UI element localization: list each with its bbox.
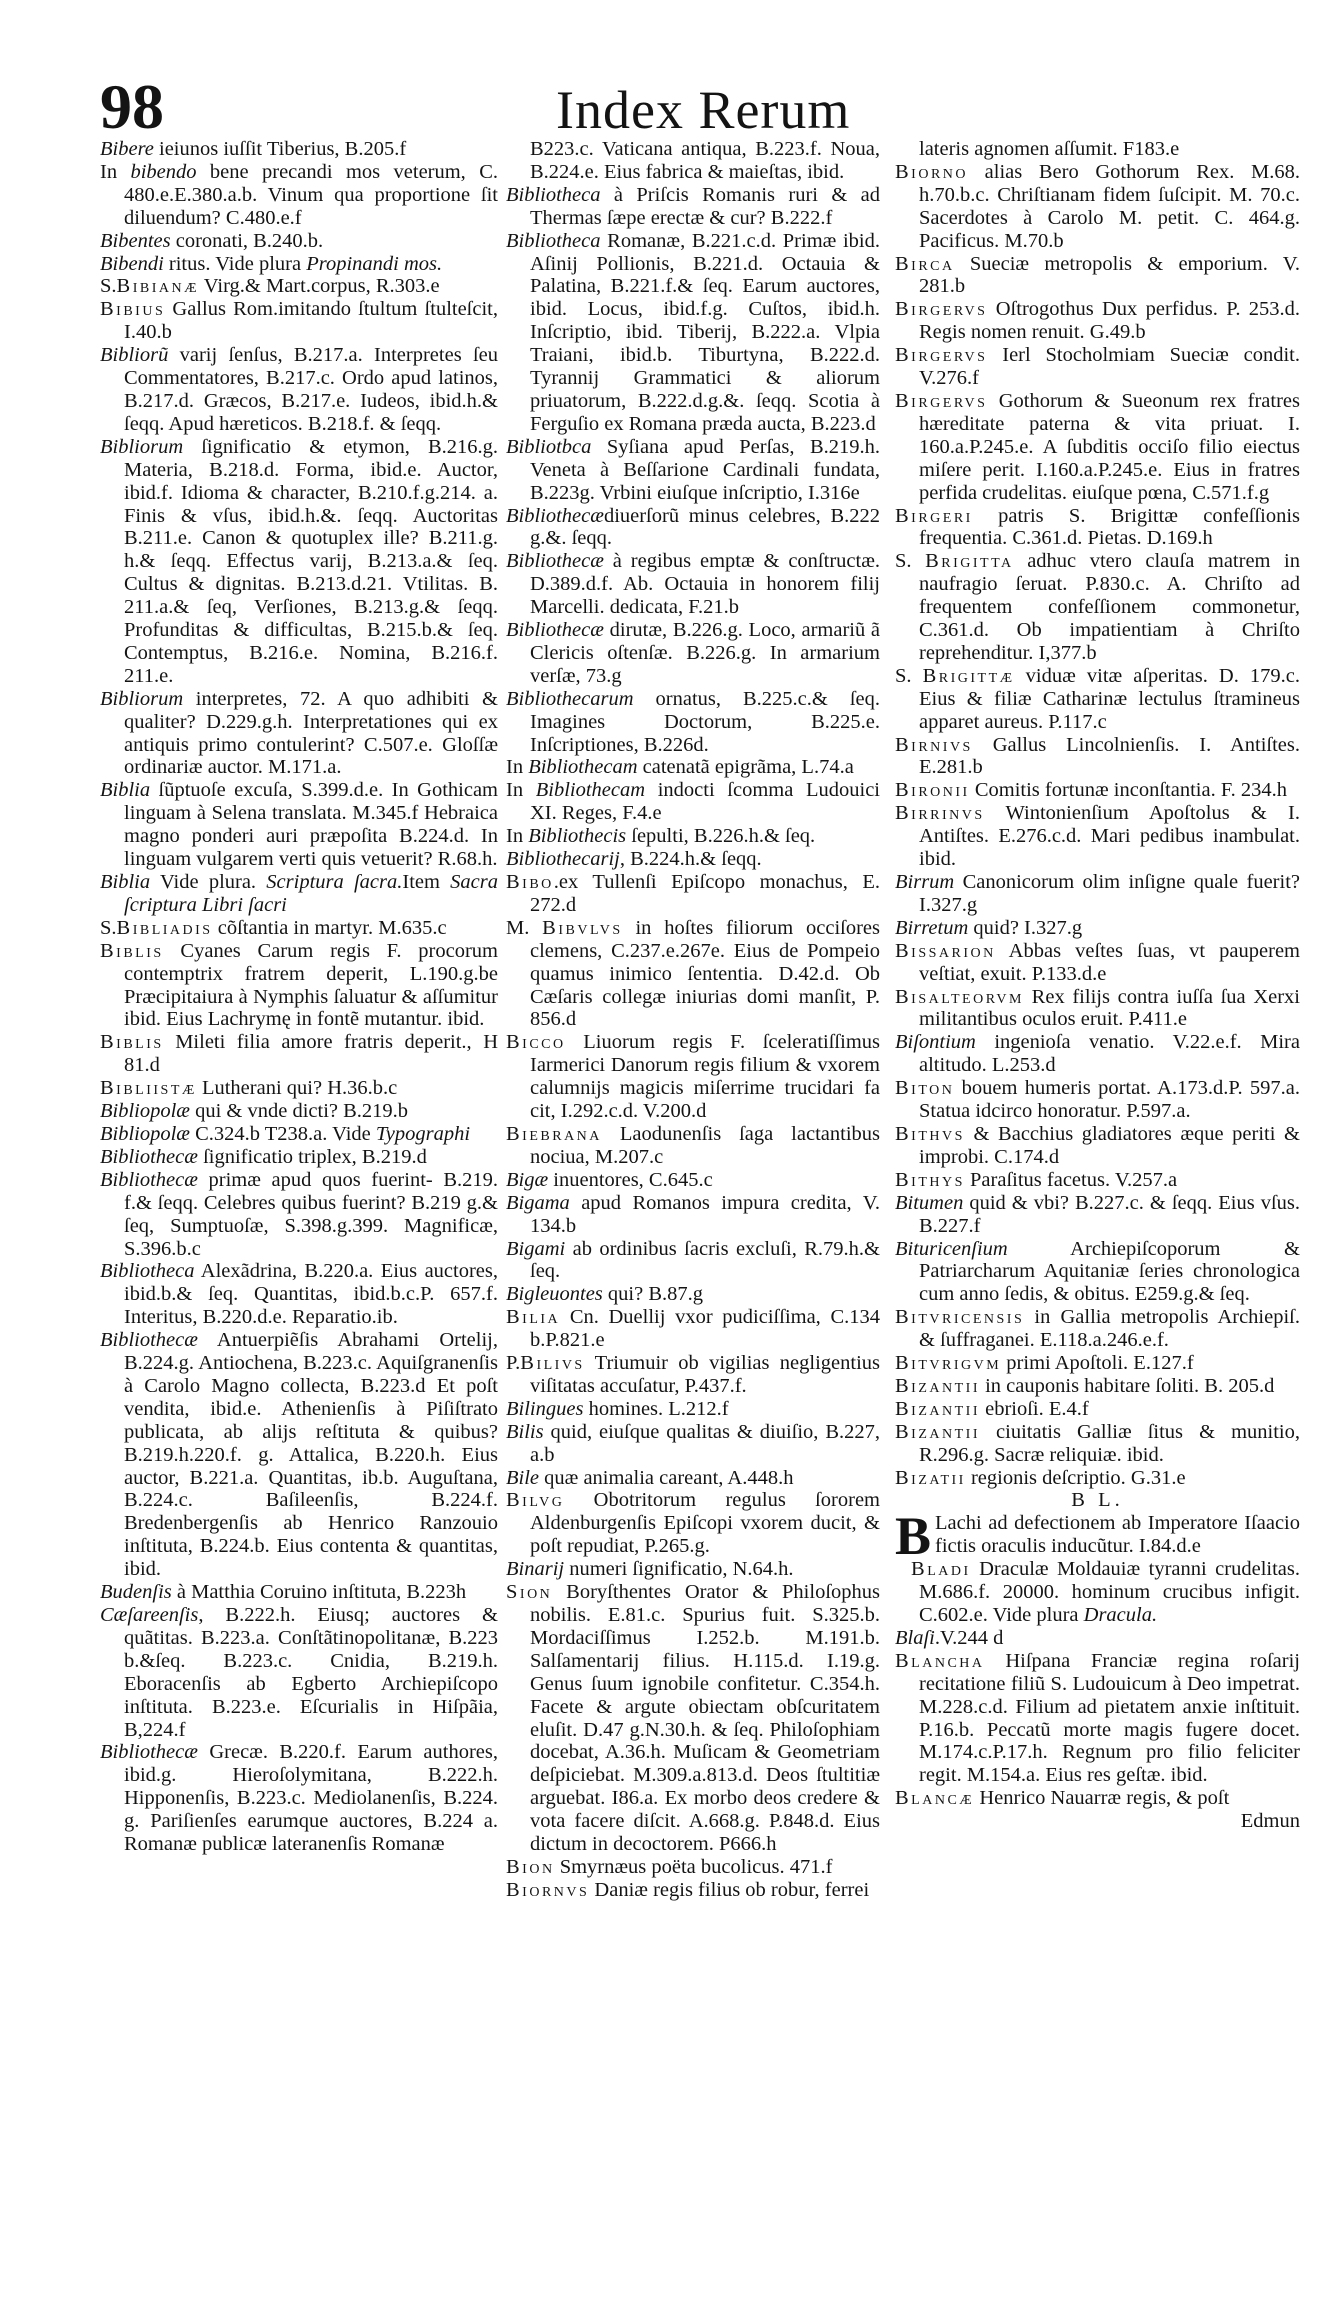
entry-text: in Gallia metropolis Archiepiſ. & ſuffraganei. E.118.a.246.e.f. <box>919 1306 1300 1352</box>
entry-text: Vide plura. <box>150 871 267 893</box>
index-entry <box>895 940 1300 986</box>
entry-headword: Birrum <box>895 871 955 893</box>
entry-headword: Bilingues <box>506 1397 584 1420</box>
index-entry <box>895 1421 1300 1467</box>
entry-text: cõſtantia in martyr. M.635.c <box>212 916 447 939</box>
entry-text: ritus. Vide plura <box>163 252 307 275</box>
entry-text: Obotritorum regulus ſororem Aldenburgenſis Epiſcopi vxorem ducit, & poſt repudiat, P.265.g. <box>530 1489 880 1558</box>
entry-text: Wintonienſium Apoſtolus & I. Antiſtes. E.276.c.d. Mari pedibus inambulat. ibid. <box>919 802 1300 871</box>
entry-text: adhuc vtero clauſa matrem in naufragio ſeruat. P.830.c. A. Chriſto ad frequentem confeſſionem commonetur, C.361.d. Ob impatientiam à Chriſto reprehenditur. I,377.b <box>919 550 1300 664</box>
entry-text: Draculæ Moldauiæ tyranni crudelitas. M.686.f. 20000. hominum crucibus infigit. C.602.e. Vide plura <box>919 1558 1300 1626</box>
entry-text: dirutæ, B.226.g. Loco, armariũ ã Clericis oſtenſæ. B.226.g. In armarium verſæ, 73.g <box>530 619 880 687</box>
entry-headword: Birgeri <box>895 504 973 527</box>
entry-headword: Bilis <box>506 1420 544 1443</box>
entry-headword: Bituricenſium <box>895 1237 1008 1260</box>
entry-headword: Bibendi <box>100 252 164 275</box>
index-entry <box>506 779 880 825</box>
entry-headword: Bibliothecam <box>528 756 638 779</box>
entry-headword: Bibvlvs <box>542 916 623 939</box>
entry-prefix: M. <box>506 916 543 939</box>
index-entry <box>100 871 498 917</box>
entry-headword: Bigami <box>506 1237 566 1260</box>
index-entry <box>895 986 1300 1032</box>
index-entry <box>895 253 1300 299</box>
entry-headword: Bibliorũ <box>100 344 169 367</box>
entry-text: viduæ vitæ aſperitas. D. 179.c. Eius & filiæ Catharinæ lectulus ſtramineus apparet aureus. P.117.c <box>919 664 1300 733</box>
index-entry <box>895 1650 1300 1787</box>
index-entry <box>506 825 880 848</box>
entry-headword: Bile <box>506 1466 540 1489</box>
entry-text: Antuerpiẽſis Abrahami Ortelij, B.224.g. Antiochena, B.223.c. Aquiſgranenſis à Carolo Magno collecta, B.223.d Et poſt vendita, ibid.e. Athenienſis à Piſiſtrato publicata, ab alijs reſtituta & quibus? B.219.h.220.f. g. Attalica, B.220.h. Eius auctor, B.221.a. Quantitas, ib.b. Auguſtana, B.224.c. Baſileenſis, B.224.f. Bredenbergenſis ab Henrico Ranzouio inſtituta, B.224.b. Eius contenta & quantitas, ibid. <box>124 1329 498 1581</box>
entry-headword: Bibliotheca <box>506 183 601 206</box>
entry-headword: Bibianæ <box>116 275 200 298</box>
entry-headword: Bitumen <box>895 1191 964 1214</box>
entry-headword: Bigama <box>506 1191 570 1214</box>
index-entry <box>100 1581 498 1604</box>
index-entry <box>895 802 1300 871</box>
entry-text: interpretes, 72. A quo adhibiti & qualiter? D.229.g.h. Interpretationes qui ex antiquis primo contulerint? C.507.e. Gloſſæ ordinariæ auctor. M.171.a. <box>124 687 498 779</box>
entry-text: à regibus emptæ & conſtructæ. D.389.d.f. Ab. Octauia in honorem filij Marcelli. dedicata, F.21.b <box>530 550 880 619</box>
index-entry <box>895 1238 1300 1307</box>
entry-text: Cyanes Carum regis F. procorum contemptrix fratrem deperit, L.190.g.be Præcipitaiura à Nymphis ſaluatur & aſſumitur ibid. Eius Lachrymę in fontẽ mutantur. ibid. <box>124 939 498 1031</box>
index-entry <box>895 1169 1300 1192</box>
index-entry <box>895 390 1300 505</box>
entry-headword: Bizatii <box>895 1466 966 1489</box>
entry-headword: Biton <box>895 1077 955 1100</box>
entry-text: numeri ſignificatio, N.64.h. <box>564 1558 794 1581</box>
entry-text: Gallus Rom.imitando ſtultum ſtulteſcit, I.40.b <box>124 298 498 344</box>
entry-text: Canonicorum olim inſigne quale fuerit? I.327.g <box>919 871 1300 916</box>
entry-text: coronati, B.240.b. <box>170 229 324 252</box>
entry-headword: Bibliothecam <box>535 779 646 802</box>
index-entry <box>100 688 498 780</box>
entry-text: Grecæ. B.220.f. Earum authores, ibid.g. Hieroſolymitana, B.222.h. Hipponenſis, B.223.c. Mediolanenſis, B.224. g. Pariſienſes earumque auctores, B.224 a. Romanæ publicæ lateranenſis Romanæ <box>124 1741 498 1856</box>
entry-headword: Bibliistæ <box>100 1077 197 1100</box>
entry-crossref: Dracula. <box>1083 1604 1158 1626</box>
index-entry <box>895 665 1300 734</box>
entry-headword: Biblis <box>100 1031 164 1054</box>
entry-text: Daniæ regis filius ob robur, ferrei <box>589 1878 870 1901</box>
entry-headword: Bigleuontes <box>506 1283 603 1306</box>
entry-prefix: In <box>506 779 536 802</box>
entry-prefix: In <box>506 825 529 848</box>
entry-headword: Bibo <box>506 871 554 893</box>
entry-headword: Biblia <box>100 779 151 802</box>
index-entry <box>895 1077 1300 1123</box>
entry-text: Archiepiſcoporum & Patriarcharum Aquitaniæ ſeries chronologica cum anno ſedis, & obitus. E259.g.& ſeq. <box>919 1237 1300 1306</box>
entry-text: ſignificatio & etymon, B.216.g. Materia, B.218.d. Forma, ibid.e. Auctor, ibid.f. Idioma & character, B.210.f.g.214. a. Finis & vſus, ibid.h.&. ſeqq. Auctoritas B.211.e. Canon & quotuplex ille? B.211.g. h.& ſeqq. Effectus varij, B.213.a.& ſeq. Cultus & dignitas. B.213.d.21. Vtilitas. B. 211.a.& ſeq, Verſiones, B.213.g.& ſeqq. Profunditas & difficultas, B.215.b.& ſeq. Contemptus, B.216.e. Nomina, B.216.f. 211.e. <box>124 435 498 687</box>
entry-headword: Bilivs <box>520 1352 585 1375</box>
entry-headword: Birca <box>895 252 955 275</box>
index-entry <box>895 298 1300 344</box>
index-entry <box>100 940 498 1032</box>
entry-headword: Bibliothecæ <box>100 1741 198 1764</box>
entry-prefix: S. <box>895 664 923 687</box>
entry-headword: Bibliothecarij <box>506 848 620 871</box>
index-column-3 <box>895 138 1300 1833</box>
entry-text: Smyrnæus poëta bucolicus. 471.f <box>554 1855 833 1878</box>
index-entry <box>100 1604 498 1741</box>
entry-text: Oſtrogothus Dux perfidus. P. 253.d. Regis nomen renuit. G.49.b <box>919 298 1300 344</box>
index-entry <box>895 1306 1300 1352</box>
entry-headword: Bibliopolæ <box>100 1122 190 1145</box>
entry-text: Cn. Duellij vxor pudiciſſima, C.134 b.P.821.e <box>530 1306 880 1352</box>
entry-crossref: Scriptura ſacra. <box>266 871 403 893</box>
entry-headword: Bironii <box>895 779 970 802</box>
entry-text: Item <box>402 871 451 893</box>
entry-headword: Bithvs <box>895 1122 965 1145</box>
section-heading: B L. <box>1071 1489 1124 1512</box>
entry-text: Abbas veſtes ſuas, vt pauperem veſtiat, exuit. P.133.d.e <box>919 939 1300 985</box>
entry-text: ornatus, B.225.c.& ſeq. Imagines Doctorum, B.225.e. Inſcriptiones, B.226d. <box>530 687 880 756</box>
entry-headword: Bladi <box>911 1558 971 1581</box>
index-entry <box>895 550 1300 665</box>
entry-text: bouem humeris portat. A.173.d.P. 597.a. Statua idcirco honoratur. P.597.a. <box>919 1077 1300 1123</box>
index-entry <box>506 1581 880 1856</box>
entry-headword: Budenſis <box>100 1581 172 1604</box>
entry-text: primæ apud quos fuerint- B.219. f.& ſeqq. Celebres quibus fuerint? B.219 g.& ſeq, Sumptuoſæ, S.398.g.399. Magnificæ, S.396.b.c <box>124 1168 498 1260</box>
index-entry <box>895 734 1300 780</box>
entry-headword: Bibliothecæ <box>506 550 604 573</box>
index-entry <box>506 184 880 230</box>
index-entry <box>100 1146 498 1169</box>
index-entry <box>506 848 880 871</box>
entry-text: inuentores, C.645.c <box>548 1168 713 1191</box>
entry-text: Paraſitus facetus. V.257.a <box>964 1168 1178 1191</box>
entry-text: Rex filijs contra iuſſa ſua Xerxi militantibus oculos eruit. P.411.e <box>919 985 1300 1031</box>
index-entry <box>100 138 498 161</box>
entry-headword: Bibere <box>100 138 154 160</box>
entry-text: Gothorum & Sueonum rex fratres hæreditate paterna & vita priuat. I. 160.a.P.245.e. A ſubditis occiſo filio eiectus miſere perit. I.160.a.P.245.e. Eius in fratres perfida crudelitas. eiuſque pœna, C.571.f.g <box>919 389 1300 504</box>
index-entry <box>100 1123 498 1146</box>
entry-headword: Bibliotbca <box>506 435 592 458</box>
entry-text: lateris agnomen aſſumit. F183.e <box>919 138 1180 160</box>
index-entry <box>895 1031 1300 1077</box>
entry-prefix: S. <box>100 275 117 298</box>
index-entry <box>895 344 1300 390</box>
index-entry <box>506 1558 880 1581</box>
entry-text: ſũptuoſe excuſa, S.399.d.e. In Gothicam linguam à Selena translata. M.345.f Hebraica magno ponderi auri præpoſita B.224.d. In linguam vulgarem verti quis vetuerit? R.68.h. <box>124 779 498 871</box>
entry-text: Ierl Stocholmiam Sueciæ condit. V.276.f <box>919 344 1300 390</box>
index-entry <box>895 505 1300 551</box>
index-entry <box>100 917 498 940</box>
entry-headword: Bitvricensis <box>895 1306 1025 1329</box>
index-entry <box>895 1192 1300 1238</box>
entry-headword: Biblia <box>100 871 151 893</box>
entry-headword: Biornvs <box>506 1878 590 1901</box>
entry-text: Laodunenſis ſaga lactantibus nociua, M.207.c <box>530 1122 880 1168</box>
index-entry <box>506 619 880 688</box>
index-entry <box>100 161 498 230</box>
entry-prefix: In <box>100 160 131 183</box>
index-entry <box>100 1031 498 1077</box>
entry-text: B223.c. Vaticana antiqua, B.223.f. Noua, B.224.e. Eius fabrica & maieſtas, ibid. <box>530 138 880 183</box>
entry-text: ingenioſa venatio. V.22.e.f. Mira altitudo. L.253.d <box>919 1031 1300 1077</box>
entry-prefix: S. <box>895 550 926 573</box>
entry-headword: Blancæ <box>895 1787 975 1810</box>
entry-text: Liuorum regis F. ſceleratiſſimus Iarmerici Danorum regis filium & vxorem calumnijs magicis miſerrime trucidari fa cit, I.292.c.d. V.200.d <box>530 1031 880 1123</box>
index-entry <box>506 1467 880 1490</box>
drop-cap: B <box>895 1506 932 1567</box>
index-entry <box>100 436 498 688</box>
entry-crossref: Propinandi mos. <box>306 252 443 275</box>
entry-text: varij ſenſus, B.217.a. Interpretes ſeu Commentatores, B.217.c. Ordo apud latinos, B.217.d. Græcos, B.217.e. Iudeos, ibid.h.& ſeqq. Apud hæreticos. B.218.f. & ſeqq. <box>124 344 498 435</box>
entry-text: in hoſtes filiorum occiſores clemens, C.237.e.267e. Eius de Pompeio quamus inimico ſententia. D.42.d. Ob Cæſaris collegæ iniurias domi manſit, P. 856.d <box>530 916 880 1031</box>
entry-headword: Bissarion <box>895 939 996 962</box>
entry-crossref: Sacra ſcriptura Libri ſacri <box>124 871 498 916</box>
index-entry <box>506 230 880 436</box>
entry-text: indocti ſcomma Ludouici XI. Reges, F.4.e <box>530 779 880 825</box>
index-entry <box>895 1506 1300 1567</box>
entry-text: qui? B.87.g <box>602 1283 704 1306</box>
index-entry <box>506 1283 880 1306</box>
index-entry <box>506 436 880 505</box>
index-entry <box>895 161 1300 253</box>
entry-text: Boryſthentes Orator & Philoſophus nobilis. E.81.c. Spurius fuit. S.325.b. Mordaciſſimus I.252.b. M.191.b. Salſamentarij filius. H.115.d. I.19.g. Genus ſuum ignobile confitetur. C.354.h. Facete & argute obiectam obſcuritatem eluſit. D.47 g.N.30.h. & ſeq. Philoſophiam docebat, A.36.h. Muſicam & Geometriam deſpiciebat. M.309.a.813.d. Deos ſtultitiæ arguebat. I86.a. Ex morbo deos credere & vota facere diſcit. A.668.g. P.848.d. Eius dictum in decoctorem. P666.h <box>530 1581 880 1856</box>
entry-prefix: S. <box>100 916 117 939</box>
index-entry <box>100 275 498 298</box>
entry-headword: Bibliorum <box>100 435 184 458</box>
entry-headword: Birgervs <box>895 389 988 412</box>
entry-text: .V.244 d <box>934 1626 1004 1649</box>
index-entry <box>100 1329 498 1581</box>
entry-text: Comitis fortunæ inconſtantia. F. 234.h <box>969 779 1287 802</box>
index-entry <box>895 1627 1300 1650</box>
entry-text: Virg.& Mart.corpus, R.303.e <box>199 275 440 298</box>
index-entry <box>506 1879 880 1902</box>
index-entry <box>100 1260 498 1329</box>
entry-text: C.324.b T238.a. Vide <box>189 1122 376 1145</box>
entry-headword: Birnivs <box>895 733 973 756</box>
entry-headword: Birgervs <box>895 344 988 367</box>
index-entry <box>506 138 880 184</box>
index-entry <box>100 1741 498 1856</box>
entry-text: & Bacchius gladiatores æque periti & improbi. C.174.d <box>919 1122 1300 1168</box>
index-entry <box>506 1031 880 1123</box>
entry-headword: Birgervs <box>895 298 988 321</box>
entry-headword: Cæſareenſis <box>100 1604 199 1626</box>
index-entry <box>895 1787 1300 1810</box>
entry-headword: Bibliorum <box>100 687 184 710</box>
entry-headword: Bisalteorvm <box>895 985 1024 1008</box>
index-entry <box>895 871 1300 917</box>
index-entry <box>506 1421 880 1467</box>
entry-text: ebrioſi. E.4.f <box>979 1397 1089 1420</box>
entry-text: Alexãdrina, B.220.a. Eius auctores, ibid.b.& ſeq. Quantitas, ibid.b.c.P. 657.f. Interitus, B.220.d.e. Reparatio.ib. <box>124 1260 498 1329</box>
index-entry <box>506 1306 880 1352</box>
entry-headword: Biblis <box>100 939 164 962</box>
entry-text: homines. L.212.f <box>583 1397 729 1420</box>
entry-text: à Priſcis Romanis ruri & ad Thermas ſæpe erectæ & cur? B.222.f <box>530 183 880 229</box>
index-column-1 <box>100 138 498 1856</box>
index-entry <box>506 756 880 779</box>
entry-headword: Brigitta <box>925 550 1014 573</box>
index-entry <box>506 1352 880 1398</box>
entry-text: Henrico Nauarræ regis, & poſt <box>974 1787 1230 1810</box>
entry-text: quid & vbi? B.227.c. & ſeqq. Eius vſus. B.227.f <box>919 1191 1300 1237</box>
index-entry <box>895 1467 1300 1490</box>
index-entry <box>895 917 1300 940</box>
entry-text: ſepulti, B.226.h.& ſeq. <box>626 825 816 848</box>
entry-headword: Bibliothecæ <box>100 1329 198 1352</box>
entry-text: catenatã epigrãma, L.74.a <box>637 756 854 779</box>
entry-headword: Bilia <box>506 1306 561 1329</box>
entry-text: quid? I.327.g <box>968 916 1083 939</box>
index-entry <box>895 1375 1300 1398</box>
entry-text: Gallus Lincolnienſis. I. Antiſtes. E.281.b <box>919 733 1300 779</box>
index-entry <box>895 1352 1300 1375</box>
entry-headword: Bibliothecæ <box>100 1145 198 1168</box>
entry-text: qui & vnde dicti? B.219.b <box>189 1100 409 1123</box>
entry-headword: Bizantii <box>895 1397 980 1420</box>
entry-text: , B.222.h. Eiusq; auctores & quãtitas. B.223.a. Conſtãtinopolitanæ, B.223 b.&ſeq. B.223.c. Cnidia, B.219.h. Eboracenſis ab Egberto Archiepiſcopo inſtituta. B.223.e. Eſcurialis in Hiſpãia, B,224.f <box>124 1604 498 1741</box>
entry-headword: Brigittæ <box>922 664 1015 687</box>
entry-text: regionis deſcriptio. G.31.e <box>965 1466 1186 1489</box>
entry-headword: Bibius <box>100 298 166 321</box>
entry-text: , B.224.h.& ſeqq. <box>619 848 762 871</box>
entry-text: diuerſorũ minus celebres, B.222 g.&. ſeqq. <box>530 504 880 550</box>
entry-text: ab ordinibus ſacris excluſi, R.79.h.& ſeq. <box>530 1237 880 1283</box>
index-entry <box>100 230 498 253</box>
entry-headword: Bilvg <box>506 1489 565 1512</box>
entry-headword: Bizantii <box>895 1374 980 1397</box>
entry-headword: Bitvrigvm <box>895 1352 1002 1375</box>
page-number: 98 <box>100 71 164 142</box>
entry-headword: Biorno <box>895 160 969 183</box>
entry-prefix: P. <box>506 1352 521 1375</box>
index-entry <box>506 1856 880 1879</box>
entry-headword: Bibliadis <box>116 916 213 939</box>
entry-headword: Blancha <box>895 1649 985 1672</box>
entry-headword: Bibliothecæ <box>506 504 604 527</box>
entry-text: in cauponis habitare ſoliti. B. 205.d <box>979 1374 1275 1397</box>
entry-text: Lutherani qui? H.36.b.c <box>196 1077 398 1100</box>
index-entry <box>895 1123 1300 1169</box>
index-entry <box>506 1123 880 1169</box>
entry-headword: Bion <box>506 1855 555 1878</box>
entry-text: Hiſpana Franciæ regina roſarij recitatione filiũ S. Ludouicum à Deo impetrat. M.228.c.d. Filium ad pietatem anxie inſtituit. P.16.b. Peccatũ morte magis fugere docet. M.174.c.P.17.h. Regnum pro filio feliciter regit. M.154.a. Eius res geſtæ. ibid. <box>919 1649 1300 1787</box>
entry-prefix: In <box>506 756 529 779</box>
entry-headword: Bibliothecæ <box>506 619 604 642</box>
entry-text: Syſiana apud Perſas, B.219.h. Veneta à Beſſarione Cardinali fundata, B.223g. Vrbini eiuſque inſcriptio, I.316e <box>530 435 880 504</box>
entry-headword: Bibliothecæ <box>100 1168 198 1191</box>
entry-text: Sueciæ metropolis & emporium. V. 281.b <box>919 252 1300 298</box>
entry-text: bene precandi mos veterum, C. 480.e.E.380.a.b. Vinum qua proportione ſit diluendum? C.480.e.f <box>124 160 498 229</box>
entry-headword: Birrinvs <box>895 802 985 825</box>
entry-text: à Matthia Coruino inſtituta, B.223h <box>171 1581 467 1604</box>
entry-headword: Bizantii <box>895 1420 980 1443</box>
entry-text: ad defectionem ab Imperatore Iſaacio fictis oraculis inducũtur. I.84.d.e <box>935 1512 1300 1558</box>
entry-text: ſignificatio triplex, B.219.d <box>197 1145 427 1168</box>
entry-headword: Bicco <box>506 1031 566 1054</box>
entry-headword: Biſontium <box>895 1031 976 1054</box>
index-entry <box>100 779 498 871</box>
index-entry <box>506 505 880 551</box>
index-entry <box>100 1077 498 1100</box>
catchword: Edmun <box>1240 1810 1300 1833</box>
entry-headword: Bibliothecarum <box>506 687 634 710</box>
entry-text: primi Apoſtoli. E.127.f <box>1001 1352 1194 1375</box>
entry-text: .ex Tullenſi Epiſcopo monachus, E. 272.d <box>530 871 880 916</box>
index-entry <box>100 344 498 436</box>
index-entry <box>100 253 498 276</box>
index-entry <box>895 779 1300 802</box>
entry-headword: Birretum <box>895 916 969 939</box>
index-entry <box>100 298 498 344</box>
index-entry <box>506 688 880 757</box>
entry-headword: Bibliothecis <box>528 825 627 848</box>
entry-headword: Sion <box>506 1581 553 1604</box>
index-entry <box>506 917 880 1032</box>
entry-text: alias Bero Gothorum Rex. M.68. h.70.b.c. Chriſtianam fidem ſuſcipit. M. 70.c. Sacerdotes à Carolo M. petit. C. 464.g. Pacificus. M.70.b <box>919 160 1300 252</box>
index-entry <box>100 1100 498 1123</box>
index-entry <box>506 1169 880 1192</box>
running-title: Index Rerum <box>556 80 851 140</box>
entry-headword: Bithys <box>895 1168 965 1191</box>
entry-headword: Blaſi <box>895 1626 935 1649</box>
index-entry <box>506 1489 880 1558</box>
entry-headword: Binarij <box>506 1558 565 1581</box>
index-entry <box>506 1238 880 1284</box>
index-entry <box>895 1558 1300 1627</box>
entry-headword: Bigæ <box>506 1168 549 1191</box>
entry-text: apud Romanos impura credita, V. 134.b <box>530 1191 880 1237</box>
index-column-2 <box>506 138 880 1902</box>
entry-headword: Bibliopolæ <box>100 1100 190 1123</box>
index-entry <box>100 1169 498 1261</box>
index-entry <box>506 1398 880 1421</box>
entry-text: patris S. Brigittæ confeſſionis frequentia. C.361.d. Pietas. D.169.h <box>919 504 1300 550</box>
index-entry <box>895 138 1300 161</box>
index-entry <box>895 1398 1300 1421</box>
entry-headword: Bibentes <box>100 229 171 252</box>
entry-headword: Bibliotheca <box>100 1260 195 1283</box>
entry-headword: bibendo <box>130 160 197 183</box>
entry-headword: Biebrana <box>506 1122 602 1145</box>
index-entry <box>506 550 880 619</box>
entry-text: ieiunos iuſſit Tiberius, B.205.f <box>153 138 407 160</box>
entry-headword: Lachi <box>935 1512 982 1535</box>
entry-text: Triumuir ob vigilias negligentius viſitatas accuſatur, P.437.f. <box>530 1352 880 1397</box>
index-entry <box>506 1192 880 1238</box>
entry-text: ciuitatis Galliæ ſitus & munitio, R.296.g. Sacræ reliquiæ. ibid. <box>919 1420 1300 1466</box>
entry-text: Romanæ, B.221.c.d. Primæ ibid. Aſinij Pollionis, B.221.d. Octauia & Palatina, B.221.f.& ſeq. Earum auctores, ibid. Locus, ibid.f.g. Cuſtos, ibid.h. Inſcriptio, ibid. Tiberij, B.222.a. Vlpia Traiani, ibid.b. Tiburtyna, B.222.d. Tyrannij Grammatici & aliorum priuatorum, B.222.d.g.&. ſeqq. Scotia à Ferguſio ex Romana præda aucta, B.223.d <box>530 229 880 435</box>
entry-text: Mileti filia amore fratris deperit., H 81.d <box>124 1031 498 1077</box>
index-entry <box>506 871 880 917</box>
entry-text: quid, eiuſque qualitas & diuiſio, B.227, a.b <box>530 1420 880 1466</box>
entry-crossref: Typographi <box>375 1122 471 1145</box>
entry-headword: Bibliotheca <box>506 229 601 252</box>
entry-text: quæ animalia careant, A.448.h <box>539 1466 794 1489</box>
